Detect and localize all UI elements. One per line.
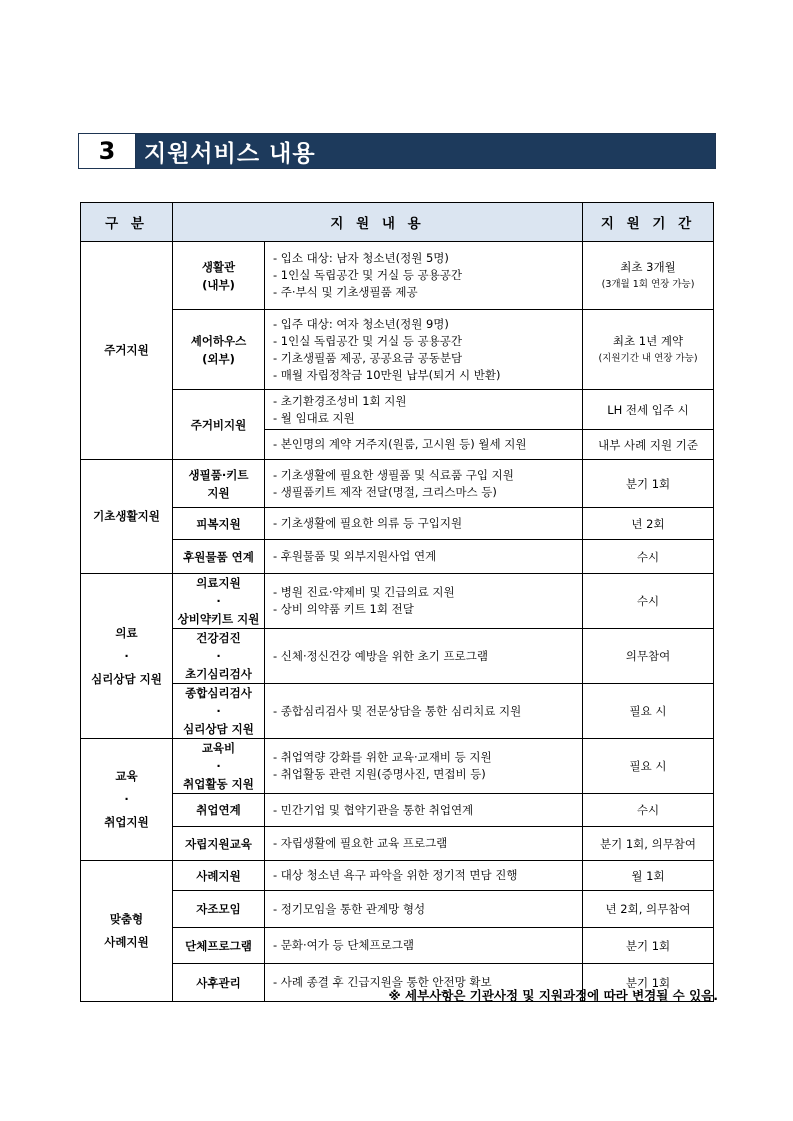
cell-line: - 기초생활에 필요한 생필품 및 식료품 구입 지원	[273, 467, 514, 482]
subcategory-cell	[173, 508, 265, 540]
cell-line: 분기 1회, 의무참여	[599, 836, 697, 851]
period-cell	[583, 827, 714, 861]
category-cell	[81, 242, 173, 460]
footnote: ※ 세부사항은 기관사정 및 지원과정에 따라 변경될 수 있음.	[388, 988, 718, 1003]
table-row	[81, 460, 714, 508]
content-cell	[265, 739, 583, 794]
cell-line: 심리상담 지원	[91, 671, 162, 686]
cell-line: - 주·부식 및 기초생필품 제공	[273, 285, 418, 299]
table-row	[81, 540, 714, 574]
cell-line: - 정기모임을 통한 관계망 형성	[273, 901, 426, 916]
content-cell	[265, 242, 583, 310]
category-cell	[81, 460, 173, 574]
cell-line: 생필품·키트	[188, 467, 249, 482]
content-cell	[265, 574, 583, 629]
subcategory-cell	[173, 310, 265, 390]
cell-line: - 자립생활에 필요한 교육 프로그램	[273, 836, 448, 850]
cell-line: - 취업역량 강화를 위한 교육·교재비 등 지원	[273, 750, 492, 764]
cell-line: 셰어하우스	[190, 333, 247, 348]
content-cell	[265, 460, 583, 508]
subcategory-cell	[173, 684, 265, 739]
cell-line: 자조모임	[196, 902, 241, 916]
cell-line: - 대상 청소년 욕구 파악을 위한 정기적 면담 진행	[273, 868, 518, 882]
cell-line: - 상비 의약품 키트 1회 전달	[273, 602, 414, 616]
cell-line: 사례지원	[196, 868, 241, 883]
section-header	[78, 133, 716, 169]
subcategory-cell	[173, 891, 265, 928]
cell-line: - 월 임대료 지원	[273, 410, 355, 425]
cell-line: - 생필품키트 제작 전달(명절, 크리스마스 등)	[273, 484, 497, 499]
cell-line: - 종합심리검사 및 전문상담을 통한 심리치료 지원	[273, 703, 522, 718]
cell-line: (지원기간 내 연장 가능)	[598, 352, 698, 364]
content-cell	[265, 390, 583, 430]
content-cell	[265, 629, 583, 684]
period-cell	[583, 430, 714, 460]
subcategory-cell	[173, 629, 265, 684]
cell-line: - 민간기업 및 협약기관을 통한 취업연계	[273, 802, 474, 817]
period-cell	[583, 390, 714, 430]
period-cell	[583, 794, 714, 827]
section-title: 지원서비스 내용	[136, 134, 715, 168]
cell-line: 최초 1년 계약	[612, 333, 684, 348]
cell-line: (3개월 1회 연장 가능)	[601, 278, 695, 290]
cell-line: - 입주 대상: 여자 청소년(정원 9명)	[273, 316, 449, 331]
cell-line: 필요 시	[629, 759, 667, 773]
subcategory-cell	[173, 739, 265, 794]
cell-line: 기초생활지원	[93, 509, 160, 523]
cell-line: 교육	[115, 769, 138, 783]
header-content: 지 원 내 용	[173, 203, 583, 242]
category-cell	[81, 739, 173, 861]
subcategory-cell	[173, 390, 265, 460]
cell-line: 내부 사례 지원 기준	[598, 437, 698, 452]
cell-line: 의료	[115, 625, 138, 640]
cell-line: ·	[216, 704, 221, 718]
header-period: 지 원 기 간	[583, 203, 714, 242]
cell-line: 의무참여	[625, 649, 671, 663]
subcategory-cell	[173, 861, 265, 891]
cell-line: 맞춤형	[109, 912, 144, 926]
cell-line: 의료지원	[196, 576, 241, 590]
period-cell	[583, 540, 714, 574]
cell-line: 주거비지원	[190, 417, 247, 432]
cell-line: - 취업활동 관련 지원(증명사진, 면접비 등)	[273, 767, 486, 781]
cell-line: - 1인실 독립공간 및 거실 등 공용공간	[273, 268, 462, 282]
cell-line: 수시	[636, 549, 660, 564]
table-row	[81, 684, 714, 739]
cell-line: LH 전세 입주 시	[607, 402, 689, 417]
period-cell	[583, 310, 714, 390]
table-row	[81, 242, 714, 310]
cell-line: 초기심리검사	[185, 667, 252, 681]
cell-line: 분기 1회	[625, 476, 671, 491]
cell-line: 심리상담 지원	[183, 722, 254, 736]
cell-line: 지원	[207, 485, 230, 500]
header-category: 구 분	[81, 203, 173, 242]
cell-line: - 기초생필품 제공, 공공요금 공동분담	[273, 350, 463, 365]
content-cell	[265, 928, 583, 964]
subcategory-cell	[173, 794, 265, 827]
period-cell	[583, 508, 714, 540]
period-cell	[583, 629, 714, 684]
period-cell	[583, 574, 714, 629]
period-cell	[583, 861, 714, 891]
cell-line: - 사례 종결 후 긴급지원을 통한 안전망 확보	[273, 975, 492, 989]
cell-line: ·	[216, 759, 221, 773]
cell-line: (외부)	[202, 351, 235, 366]
cell-line: - 매월 자립정착금 10만원 납부(퇴거 시 반환)	[273, 367, 501, 382]
category-cell	[81, 574, 173, 739]
cell-line: - 1인실 독립공간 및 거실 등 공용공간	[273, 333, 462, 348]
cell-line: ·	[124, 648, 129, 663]
table-row	[81, 928, 714, 964]
cell-line: 최초 3개월	[620, 259, 676, 274]
cell-line: 자립지원교육	[185, 836, 252, 851]
table-row	[81, 310, 714, 390]
cell-line: ·	[124, 792, 129, 806]
content-cell	[265, 430, 583, 460]
cell-line: 피복지원	[196, 516, 241, 531]
subcategory-cell	[173, 827, 265, 861]
cell-line: ·	[216, 594, 221, 608]
cell-line: 사후관리	[196, 975, 241, 990]
cell-line: 수시	[636, 594, 660, 608]
table-row	[81, 574, 714, 629]
cell-line: 후원물품 연계	[183, 549, 254, 564]
table-row	[81, 827, 714, 861]
cell-line: - 문화·여가 등 단체프로그램	[273, 938, 414, 952]
cell-line: 년 2회	[631, 516, 665, 531]
table-row	[81, 508, 714, 540]
cell-line: - 본인명의 계약 거주지(원룸, 고시원 등) 월세 지원	[273, 437, 527, 451]
cell-line: 사례지원	[104, 935, 149, 949]
content-cell	[265, 684, 583, 739]
period-cell	[583, 739, 714, 794]
content-cell	[265, 310, 583, 390]
table-row	[81, 891, 714, 928]
content-cell	[265, 891, 583, 928]
cell-line: 분기 1회	[625, 975, 671, 990]
cell-line: 상비약키트 지원	[177, 612, 260, 626]
category-cell	[81, 861, 173, 1002]
subcategory-cell	[173, 574, 265, 629]
cell-line: - 신체·정신건강 예방을 위한 초기 프로그램	[273, 648, 488, 663]
cell-line: 취업지원	[104, 815, 149, 829]
content-cell	[265, 794, 583, 827]
table-row	[81, 861, 714, 891]
subcategory-cell	[173, 540, 265, 574]
cell-line: 필요 시	[629, 704, 667, 718]
period-cell	[583, 242, 714, 310]
cell-line: 주거지원	[104, 343, 149, 357]
table-header-row	[81, 203, 714, 242]
content-cell	[265, 827, 583, 861]
cell-line: - 기초생활에 필요한 의류 등 구입지원	[273, 516, 463, 530]
period-cell	[583, 891, 714, 928]
period-cell	[583, 684, 714, 739]
content-cell	[265, 508, 583, 540]
period-cell	[583, 460, 714, 508]
cell-line: 년 2회, 의무참여	[605, 902, 691, 916]
cell-line: 취업연계	[196, 803, 241, 817]
subcategory-cell	[173, 460, 265, 508]
cell-line: 종합심리검사	[185, 686, 252, 700]
table-row	[81, 794, 714, 827]
period-cell	[583, 928, 714, 964]
cell-line: - 입소 대상: 남자 청소년(정원 5명)	[273, 251, 449, 265]
cell-line: 단체프로그램	[185, 938, 252, 953]
table-row	[81, 739, 714, 794]
cell-line: 건강검진	[196, 631, 241, 645]
cell-line: 월 1회	[631, 868, 665, 883]
cell-line: 교육비	[201, 741, 236, 755]
cell-line: - 후원물품 및 외부지원사업 연계	[273, 549, 437, 563]
cell-line: ·	[216, 649, 221, 663]
cell-line: 수시	[636, 803, 660, 817]
cell-line: 생활관	[201, 259, 236, 274]
cell-line: 분기 1회	[625, 938, 671, 953]
table-row	[81, 390, 714, 430]
cell-line: 취업활동 지원	[183, 777, 254, 791]
cell-line: - 초기환경조성비 1회 지원	[273, 393, 407, 408]
content-cell	[265, 540, 583, 574]
table-row	[81, 629, 714, 684]
cell-line: (내부)	[202, 277, 235, 292]
cell-line: - 병원 진료·약제비 및 긴급의료 지원	[273, 585, 455, 599]
support-services-table	[80, 202, 714, 1002]
subcategory-cell	[173, 928, 265, 964]
content-cell	[265, 861, 583, 891]
subcategory-cell	[173, 242, 265, 310]
section-number: 3	[79, 134, 136, 168]
